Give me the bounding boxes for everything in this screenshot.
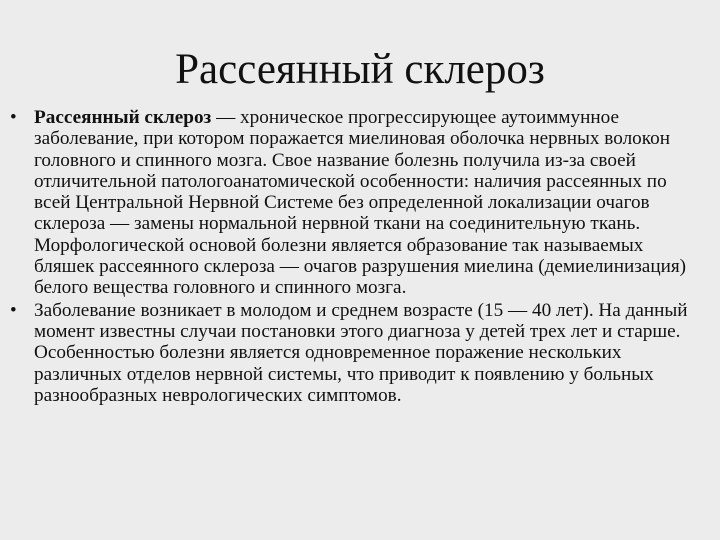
bullet-item (10, 107, 700, 299)
bullet-icon: • (10, 299, 17, 321)
bullet-text: Заболевание возникает в молодом и среднем возрасте (15 — 40 лет). На данный момент известны случаи постановки этого диагноза у детей трех лет и старше. Особенностью болезни является одновременное поражение нескольких различных отделов нервной системы, что приводит к появлению у больных разнообразных неврологических симптомов. (34, 299, 688, 406)
bullet-text: — хроническое прогрессирующее аутоиммунное заболевание, при котором поражается миелиновая оболочка нервных волокон головного и спинного мозга. Свое название болезнь получила из-за своей отличительной патологоанатомической особенности: наличия рассеянных по всей Центральной Нервной Системе без определенной локализации очагов склероза — замены нормальной нервной ткани на соединительную ткань. Морфологической основой болезни является образование так называемых бляшек рассеянного склероза — очагов разрушения миелина (демиелинизация) белого вещества головного и спинного мозга. (34, 107, 687, 299)
bullet-item (10, 300, 700, 406)
bullet-list (10, 107, 700, 407)
bullet-term: Рассеянный склероз (34, 107, 212, 128)
slide-title: Рассеянный склероз (175, 46, 545, 93)
bullet-icon: • (10, 107, 17, 128)
